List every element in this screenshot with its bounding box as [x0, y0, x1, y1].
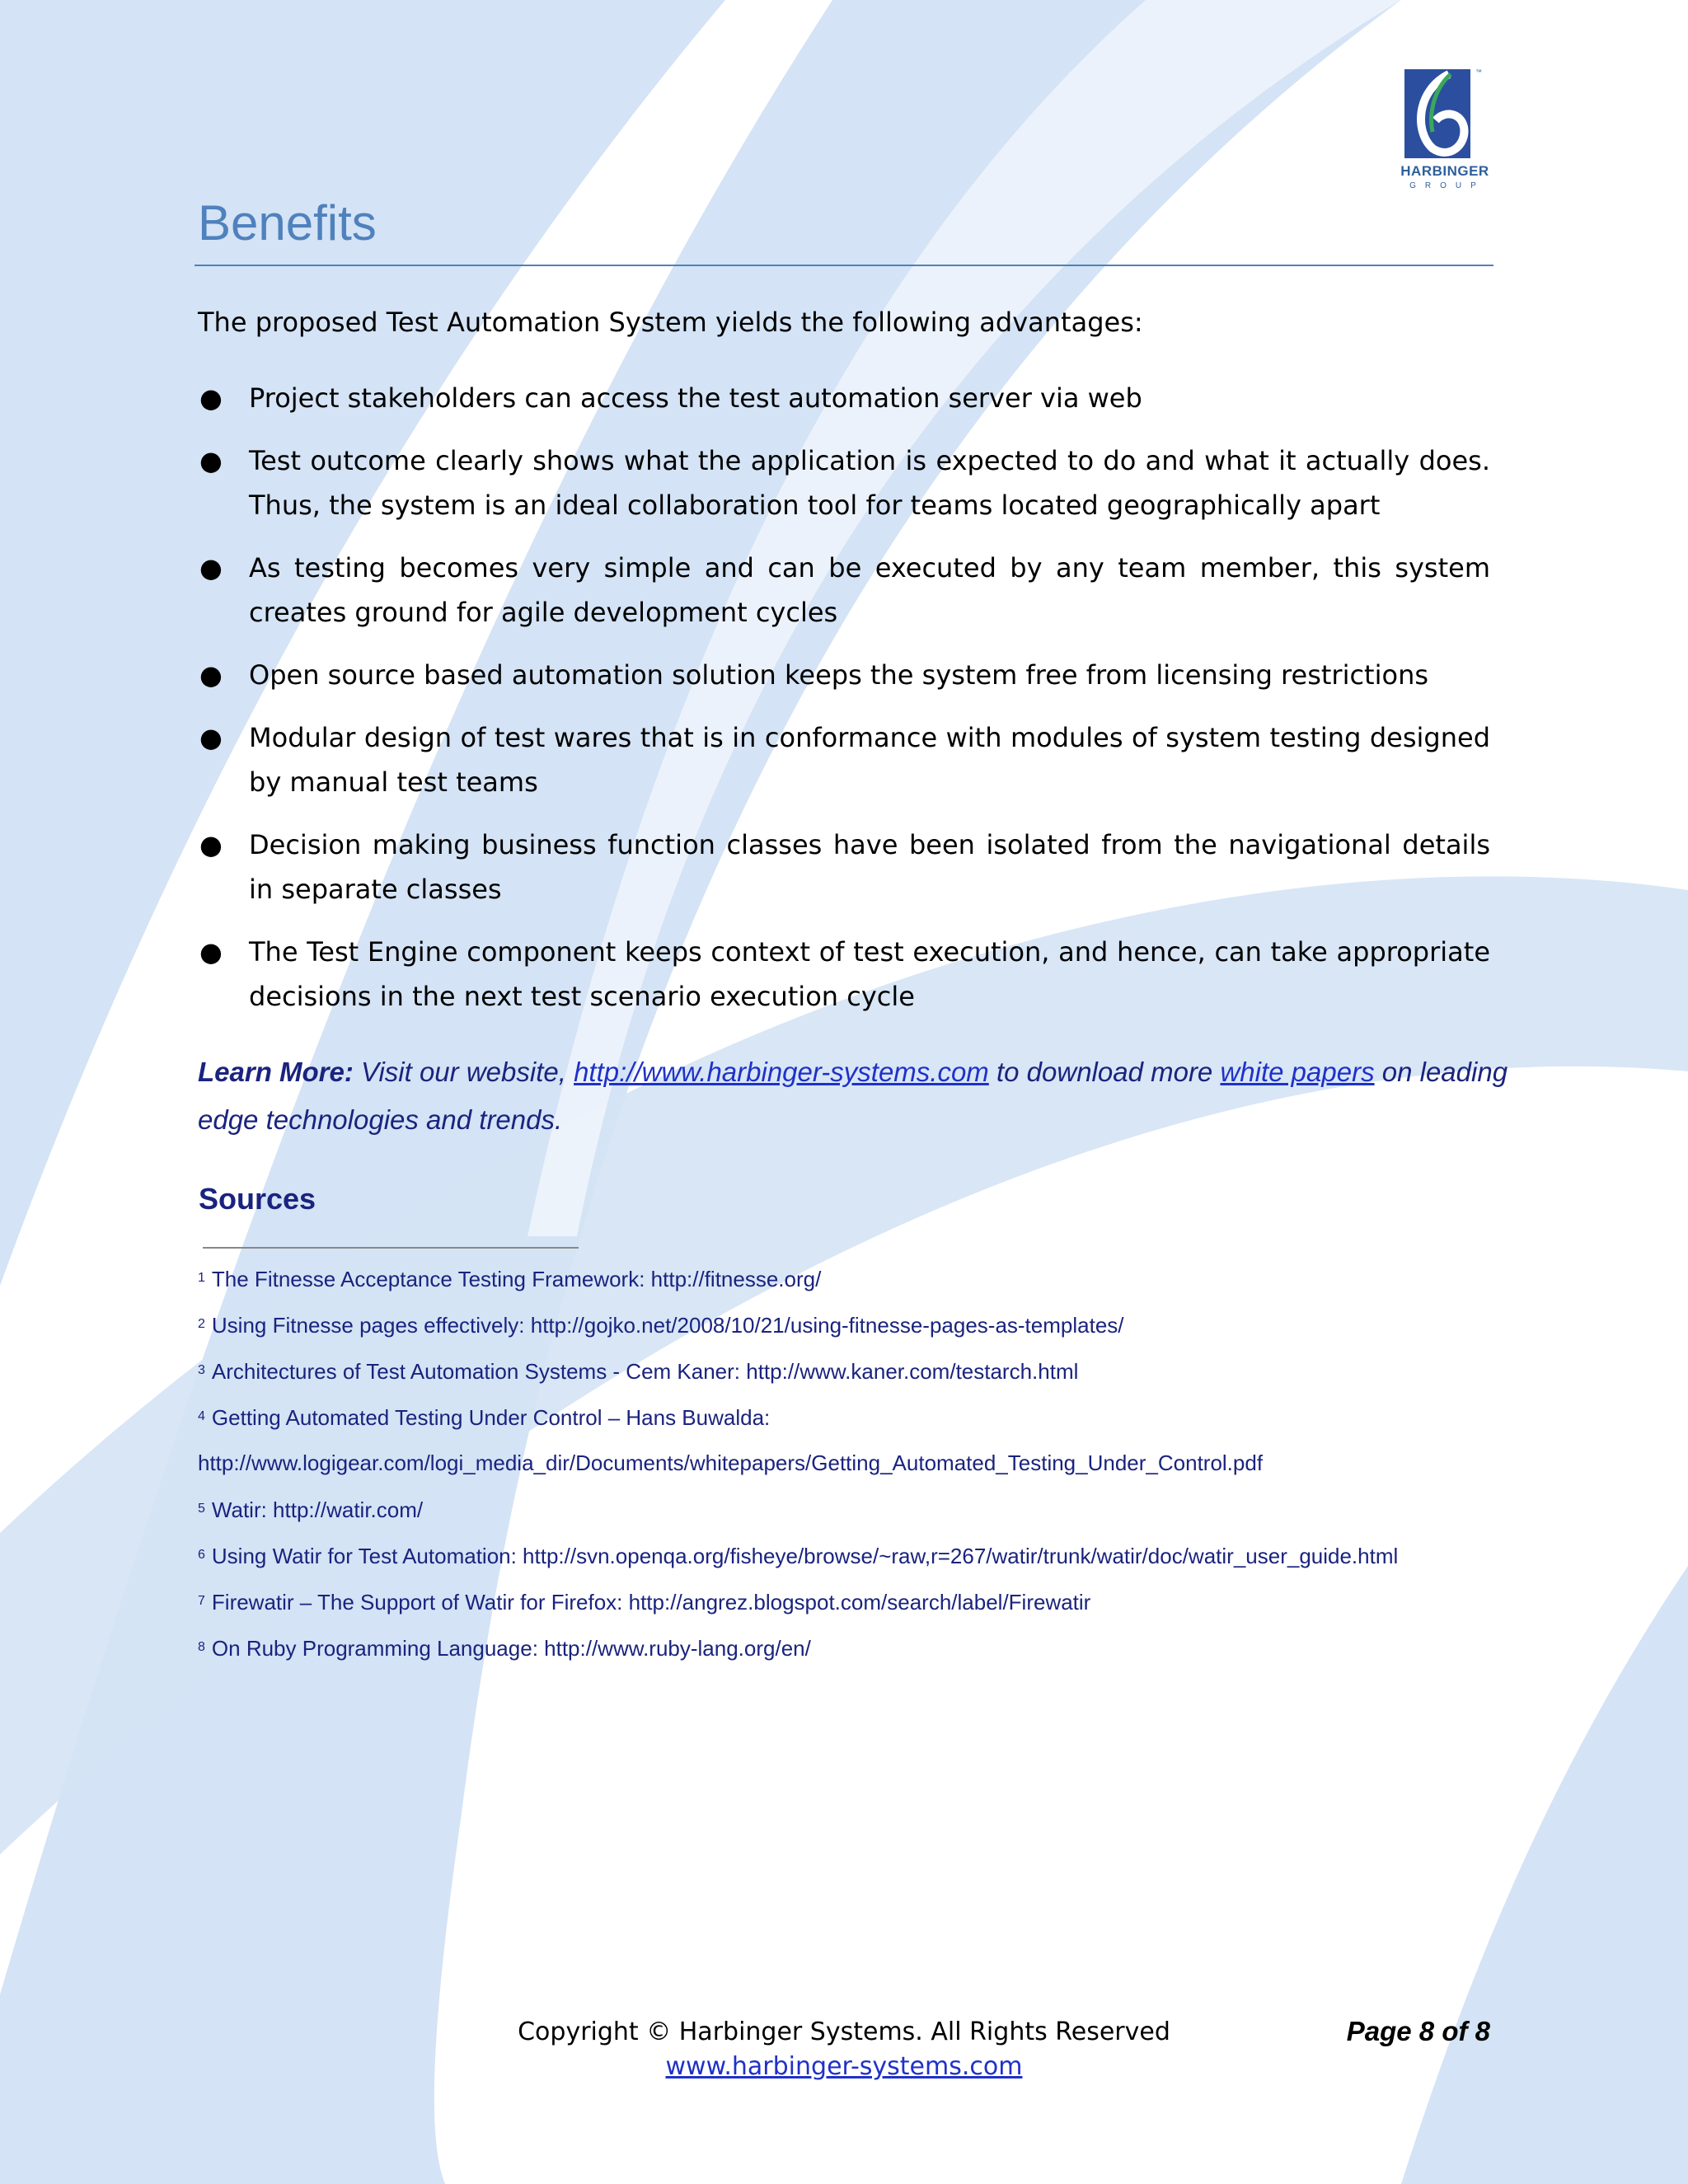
website-link[interactable]: http://www.harbinger-systems.com — [574, 1057, 989, 1087]
footnote-continuation — [198, 1446, 1533, 1493]
intro-text: The proposed Test Automation System yields the following advantages: — [198, 307, 1143, 338]
footnote — [198, 1585, 1533, 1631]
white-papers-link[interactable]: white papers — [1220, 1057, 1375, 1087]
learn-more-label: Learn More: — [198, 1057, 354, 1087]
benefit-text: Project stakeholders can access the test automation server via web — [249, 382, 1142, 414]
footnote-number: 1 — [198, 1271, 205, 1285]
learn-more-paragraph — [198, 1048, 1508, 1144]
list-item — [198, 376, 1490, 420]
footnote — [198, 1308, 1533, 1354]
footnote-text: Getting Automated Testing Under Control – Hans Buwalda: — [211, 1405, 771, 1430]
benefit-text: Decision making business function classes have been isolated from the navigational details in separate classes — [249, 829, 1490, 905]
list-item — [198, 823, 1490, 912]
logo-subtitle: GROUP — [1409, 181, 1485, 190]
logo-wordmark: HARBINGER — [1400, 163, 1489, 179]
footnote-text: Using Fitnesse pages effectively: http://gojko.net/2008/10/21/using-fitnesse-pages-as-templates/ — [211, 1313, 1124, 1338]
footnote — [198, 1354, 1533, 1400]
benefit-text: The Test Engine component keeps context of test execution, and hence, can take appropriate decisions in the next test scenario execution cycle — [249, 936, 1490, 1012]
bullet-icon: ● — [199, 936, 223, 968]
benefit-text: Open source based automation solution keeps the system free from licensing restrictions — [249, 659, 1429, 691]
footnote — [198, 1262, 1533, 1308]
title-divider — [195, 265, 1493, 266]
footnote-number: 4 — [198, 1409, 205, 1423]
page-number: Page 8 of 8 — [1346, 2016, 1490, 2046]
svg-text:™: ™ — [1475, 68, 1482, 76]
footnote-number: 8 — [198, 1640, 205, 1654]
list-item — [198, 546, 1490, 635]
bullet-icon: ● — [199, 659, 223, 691]
bullet-icon: ● — [199, 382, 223, 414]
footnote-number: 7 — [198, 1594, 205, 1608]
list-item — [198, 653, 1490, 697]
footnote-text: On Ruby Programming Language: http://www.ruby-lang.org/en/ — [211, 1636, 811, 1661]
footnote — [198, 1539, 1533, 1585]
footnote-text: http://www.logigear.com/logi_media_dir/Documents/whitepapers/Getting_Automated_Testing_Under_Control.pdf — [198, 1451, 1264, 1475]
footnote-number: 3 — [198, 1363, 205, 1377]
learn-more-text: Visit our website, — [353, 1057, 574, 1087]
bullet-icon: ● — [199, 722, 223, 753]
list-item — [198, 438, 1490, 527]
bullet-icon: ● — [199, 829, 223, 860]
page-title: Benefits — [198, 195, 377, 251]
footnote-text: Using Watir for Test Automation: http://svn.openqa.org/fisheye/browse/~raw,r=267/watir/trunk/watir/doc/watir_user_guide.html — [211, 1544, 1399, 1568]
footnote-text: Firewatir – The Support of Watir for Firefox: http://angrez.blogspot.com/search/label/Firewatir — [211, 1590, 1091, 1615]
footer-website-link[interactable]: www.harbinger-systems.com — [665, 2052, 1023, 2081]
list-item — [198, 930, 1490, 1019]
footnote-text: Watir: http://watir.com/ — [211, 1497, 424, 1522]
bullet-icon: ● — [199, 445, 223, 476]
benefit-text: Modular design of test wares that is in conformance with modules of system testing designed by manual test teams — [249, 722, 1490, 798]
sources-heading: Sources — [199, 1182, 316, 1216]
footnote — [198, 1400, 1533, 1446]
list-item — [198, 715, 1490, 804]
footer-copyright: Copyright © Harbinger Systems. All Rights Reserved — [518, 2018, 1170, 2046]
footnote-number: 2 — [198, 1317, 205, 1331]
footnote-text: Architectures of Test Automation Systems - Cem Kaner: http://www.kaner.com/testarch.html — [211, 1359, 1079, 1384]
footnote — [198, 1493, 1533, 1539]
footnote-number: 5 — [198, 1502, 205, 1516]
footnote-divider — [203, 1247, 579, 1249]
learn-more-text: on leading edge technologies and trends. — [198, 1057, 1508, 1135]
footnote — [198, 1631, 1533, 1677]
benefit-text: Test outcome clearly shows what the application is expected to do and what it actually does. Thus, the system is an ideal collaboration tool for teams located geographically apart — [249, 445, 1490, 521]
bullet-icon: ● — [199, 552, 223, 583]
learn-more-text: to download more — [988, 1057, 1221, 1087]
footnote-text: The Fitnesse Acceptance Testing Framework: http://fitnesse.org/ — [211, 1267, 822, 1291]
benefit-text: As testing becomes very simple and can be executed by any team member, this system creates ground for agile development cycles — [249, 552, 1490, 628]
logo-mark-icon — [1400, 66, 1490, 163]
benefits-list — [198, 376, 1490, 1037]
harbinger-logo — [1400, 66, 1490, 198]
footnote-number: 6 — [198, 1548, 205, 1562]
footnotes-list — [198, 1262, 1533, 1677]
